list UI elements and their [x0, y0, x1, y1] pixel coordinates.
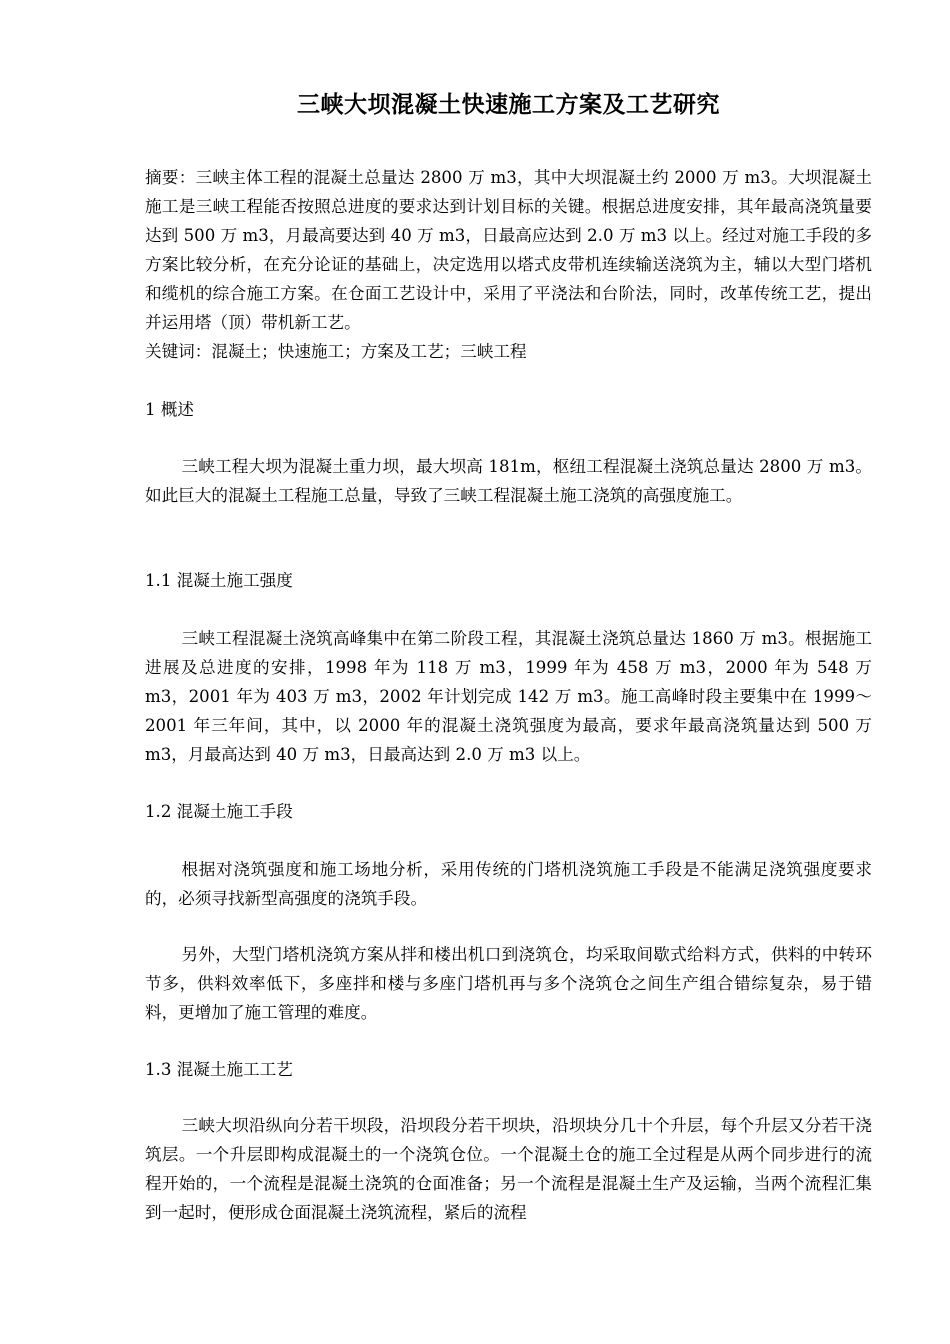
section-heading-1-3: 1.3 混凝土施工工艺 [145, 1060, 293, 1079]
section-1-paragraph: 三峡工程大坝为混凝土重力坝，最大坝高 181m，枢纽工程混凝土浇筑总量达 2800 万 m3。如此巨大的混凝土工程施工总量，导致了三峡工程混凝土施工浇筑的高强度施工。 [145, 457, 872, 505]
section-heading-1: 1 概述 [145, 400, 195, 419]
section-heading-1-2: 1.2 混凝土施工手段 [145, 802, 293, 821]
section-1-1-paragraph: 三峡工程混凝土浇筑高峰集中在第二阶段工程，其混凝土浇筑总量达 1860 万 m3。根据施工进展及总进度的安排，1998 年为 118 万 m3，1999 年为 458 万 m3，2000 年为 548 万 m3，2001 年为 403 万 m3，2002 年计划完成 142 万 m3。施工高峰时段主要集中在 1999～2001 年三年间，其中，以 2000 年的混凝土浇筑强度为最高，要求年最高浇筑量达到 500 万 m3，月最高达到 40 万 m3，日最高达到 2.0 万 m3 以上。 [145, 629, 872, 764]
section-1-3-paragraph: 三峡大坝沿纵向分若干坝段，沿坝段分若干坝块，沿坝块分几十个升层，每个升层又分若干浇筑层。一个升层即构成混凝土的一个浇筑仓位。一个混凝土仓的施工全过程是从两个同步进行的流程开始的，一个流程是混凝土浇筑的仓面准备；另一个流程是混凝土生产及运输，当两个流程汇集到一起时，便形成仓面混凝土浇筑流程，紧后的流程 [145, 1116, 872, 1222]
section-heading-1-1: 1.1 混凝土施工强度 [145, 571, 293, 590]
section-1-2-paragraph-2: 另外，大型门塔机浇筑方案从拌和楼出机口到浇筑仓，均采取间歇式给料方式，供料的中转环节多，供料效率低下，多座拌和楼与多座门塔机再与多个浇筑仓之间生产组合错综复杂，易于错料，更增加了施工管理的难度。 [145, 945, 872, 1022]
abstract-paragraph: 摘要：三峡主体工程的混凝土总量达 2800 万 m3，其中大坝混凝土约 2000 万 m3。大坝混凝土施工是三峡工程能否按照总进度的要求达到计划目标的关键。根据总进度安排，其年最高浇筑量要达到 500 万 m3，月最高要达到 40 万 m3，日最高应达到 2.0 万 m3 以上。经过对施工手段的多方案比较分析，在充分论证的基础上，决定选用以塔式皮带机连续输送浇筑为主，辅以大型门塔机和缆机的综合施工方案。在仓面工艺设计中，采用了平浇法和台阶法，同时，改革传统工艺，提出并运用塔（顶）带机新工艺。 [145, 168, 872, 332]
section-1-2-paragraph-1: 根据对浇筑强度和施工场地分析，采用传统的门塔机浇筑施工手段是不能满足浇筑强度要求的，必须寻找新型高强度的浇筑手段。 [145, 860, 872, 908]
keywords-line: 关键词：混凝土；快速施工；方案及工艺；三峡工程 [145, 342, 527, 361]
document-title: 三峡大坝混凝土快速施工方案及工艺研究 [297, 91, 720, 118]
